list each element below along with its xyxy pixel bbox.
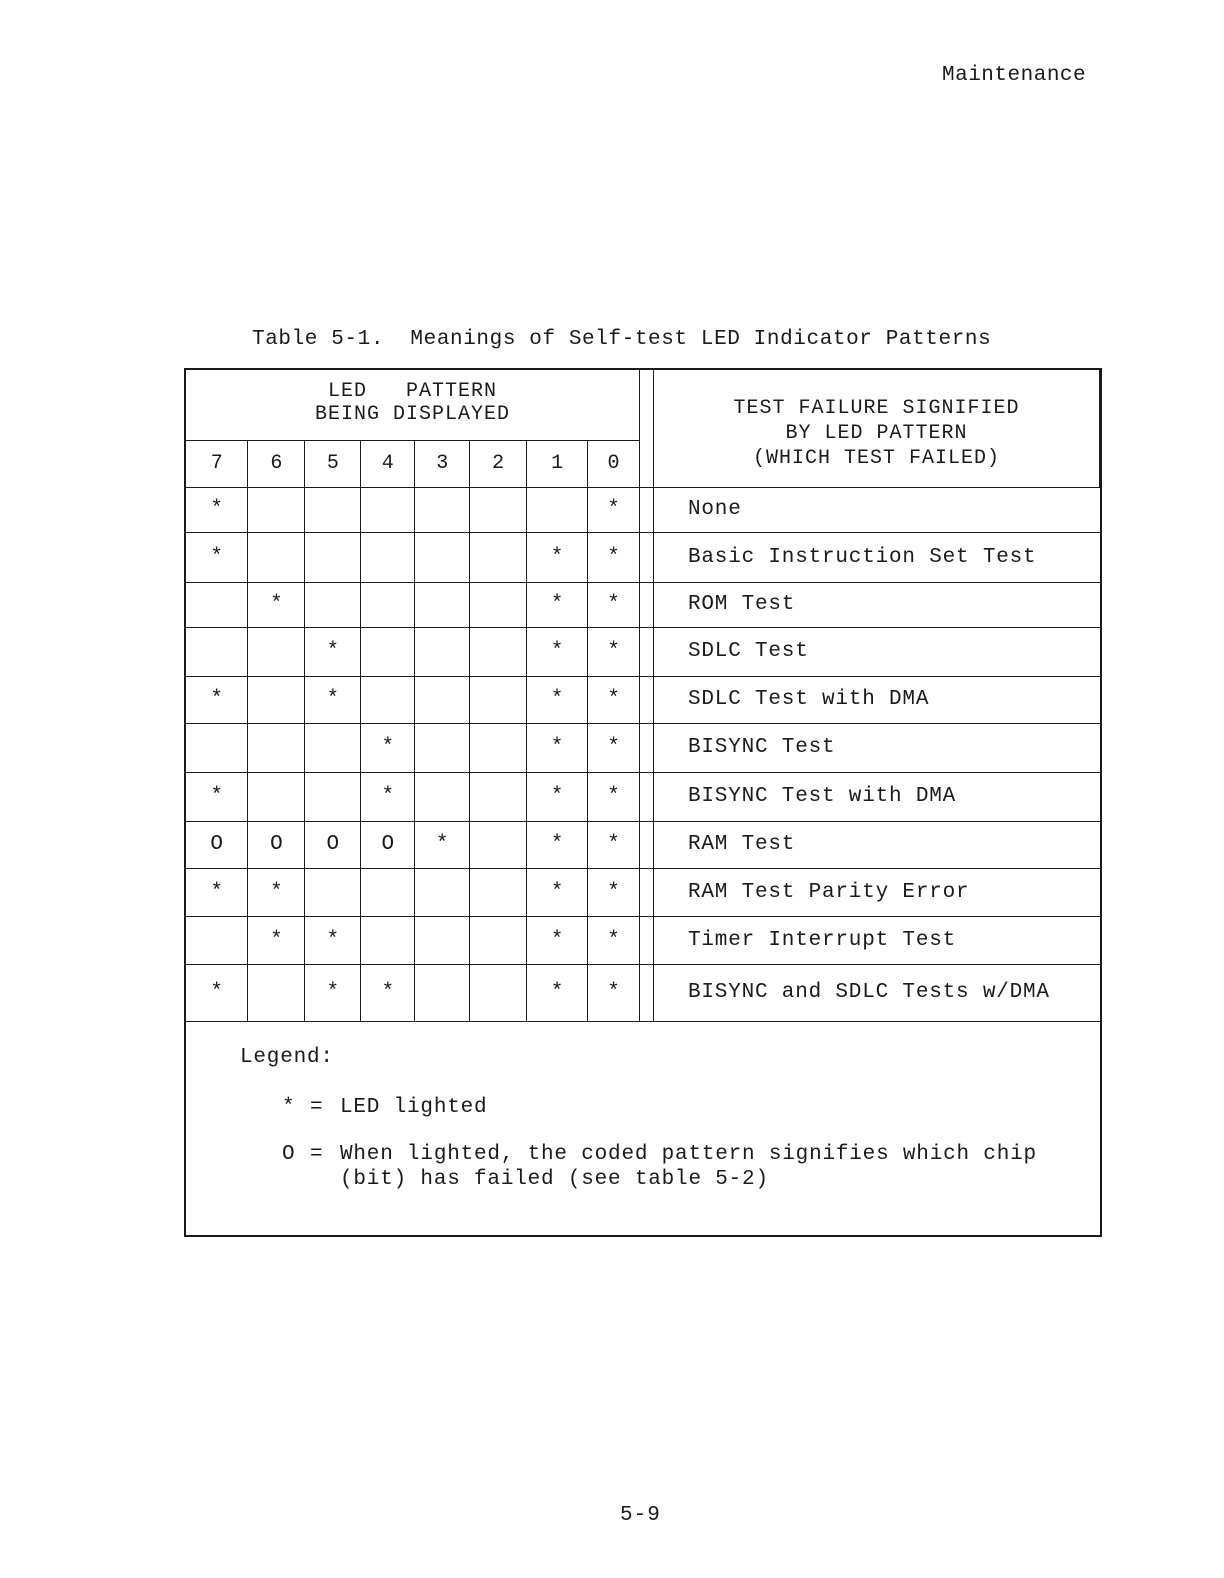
led-cell-bit-6 <box>248 676 305 723</box>
led-cell-bit-1: * <box>527 627 588 676</box>
led-pattern-header-line2: BEING DISPLAYED <box>314 403 511 426</box>
led-cell-bit-4 <box>361 487 415 532</box>
led-cell-bit-2 <box>470 772 527 821</box>
led-cell-bit-3 <box>415 916 470 964</box>
led-cell-bit-7: * <box>186 676 248 723</box>
column-gap <box>640 582 654 627</box>
column-gap <box>640 964 654 1021</box>
led-cell-bit-4 <box>361 532 415 582</box>
running-head: Maintenance <box>942 64 1087 87</box>
legend-equals: = <box>310 1096 324 1119</box>
led-cell-bit-7 <box>186 627 248 676</box>
table-row <box>186 821 1100 868</box>
led-cell-bit-5: * <box>305 916 361 964</box>
bit-header-1: 1 <box>527 440 588 487</box>
column-gap <box>640 532 654 582</box>
led-cell-bit-5 <box>305 532 361 582</box>
test-name-cell: RAM Test Parity Error <box>653 868 1099 916</box>
led-cell-bit-3 <box>415 964 470 1021</box>
led-cell-bit-2 <box>470 723 527 772</box>
led-cell-bit-5 <box>305 723 361 772</box>
table-row <box>186 627 1100 676</box>
table-row <box>186 532 1100 582</box>
column-gap <box>640 370 654 487</box>
bit-header-4: 4 <box>361 440 415 487</box>
led-cell-bit-4 <box>361 916 415 964</box>
column-gap <box>640 627 654 676</box>
led-cell-bit-2 <box>470 676 527 723</box>
led-cell-bit-4: O <box>361 821 415 868</box>
led-cell-bit-7: * <box>186 487 248 532</box>
test-name-cell: BISYNC and SDLC Tests w/DMA <box>653 964 1099 1021</box>
table-row <box>186 964 1100 1021</box>
led-cell-bit-2 <box>470 582 527 627</box>
led-cell-bit-5: * <box>305 964 361 1021</box>
led-cell-bit-3 <box>415 627 470 676</box>
column-gap <box>640 916 654 964</box>
led-cell-bit-5: O <box>305 821 361 868</box>
bit-header-5: 5 <box>305 440 361 487</box>
led-cell-bit-7 <box>186 582 248 627</box>
led-pattern-header <box>186 370 640 440</box>
table-row <box>186 676 1100 723</box>
led-cell-bit-2 <box>470 627 527 676</box>
test-name-cell: RAM Test <box>653 821 1099 868</box>
legend-item-lighted <box>282 1095 1040 1120</box>
led-cell-bit-4: * <box>361 723 415 772</box>
led-cell-bit-4 <box>361 582 415 627</box>
led-cell-bit-3: * <box>415 821 470 868</box>
led-cell-bit-7: O <box>186 821 248 868</box>
column-gap <box>640 868 654 916</box>
led-cell-bit-7: * <box>186 868 248 916</box>
led-cell-bit-5: * <box>305 676 361 723</box>
led-cell-bit-5 <box>305 868 361 916</box>
led-cell-bit-1: * <box>527 868 588 916</box>
test-name-cell: ROM Test <box>653 582 1099 627</box>
legend-text: LED lighted <box>340 1096 488 1119</box>
led-cell-bit-1: * <box>527 532 588 582</box>
test-failure-header-line1: TEST FAILURE SIGNIFIED <box>733 396 1020 420</box>
led-cell-bit-0: * <box>588 868 640 916</box>
table-row <box>186 916 1100 964</box>
led-cell-bit-0: * <box>588 723 640 772</box>
test-failure-header-line3: (WHICH TEST FAILED) <box>752 446 1001 470</box>
led-cell-bit-4 <box>361 676 415 723</box>
led-cell-bit-7 <box>186 916 248 964</box>
column-gap <box>640 487 654 532</box>
led-cell-bit-6: * <box>248 916 305 964</box>
led-cell-bit-3 <box>415 676 470 723</box>
led-cell-bit-6 <box>248 964 305 1021</box>
led-cell-bit-5: * <box>305 627 361 676</box>
led-cell-bit-4: * <box>361 772 415 821</box>
led-cell-bit-1: * <box>527 821 588 868</box>
bit-header-3: 3 <box>415 440 470 487</box>
legend <box>240 1046 1040 1214</box>
led-cell-bit-0: * <box>588 487 640 532</box>
led-cell-bit-6 <box>248 487 305 532</box>
led-cell-bit-6: * <box>248 868 305 916</box>
led-cell-bit-0: * <box>588 676 640 723</box>
led-cell-bit-1: * <box>527 676 588 723</box>
table-row <box>186 723 1100 772</box>
table-row <box>186 772 1100 821</box>
led-cell-bit-0: * <box>588 916 640 964</box>
page-number: 5-9 <box>620 1504 661 1527</box>
test-name-cell: BISYNC Test <box>653 723 1099 772</box>
led-cell-bit-5 <box>305 582 361 627</box>
column-gap <box>640 676 654 723</box>
legend-text: When lighted, the coded pattern signifies which chip (bit) has failed (see table 5-2) <box>340 1143 1037 1191</box>
led-cell-bit-4 <box>361 868 415 916</box>
led-cell-bit-0: * <box>588 772 640 821</box>
led-cell-bit-2 <box>470 868 527 916</box>
led-cell-bit-7: * <box>186 532 248 582</box>
led-cell-bit-3 <box>415 723 470 772</box>
led-cell-bit-3 <box>415 868 470 916</box>
led-cell-bit-6 <box>248 532 305 582</box>
led-cell-bit-6 <box>248 627 305 676</box>
led-pattern-table <box>186 370 1100 1022</box>
table-row <box>186 487 1100 532</box>
test-name-cell: SDLC Test <box>653 627 1099 676</box>
bit-header-7: 7 <box>186 440 248 487</box>
led-cell-bit-2 <box>470 916 527 964</box>
bit-header-2: 2 <box>470 440 527 487</box>
led-cell-bit-0: * <box>588 821 640 868</box>
test-failure-header-line2: BY LED PATTERN <box>785 421 968 445</box>
led-cell-bit-6: O <box>248 821 305 868</box>
bit-header-6: 6 <box>248 440 305 487</box>
led-cell-bit-1: * <box>527 723 588 772</box>
led-cell-bit-2 <box>470 487 527 532</box>
led-cell-bit-3 <box>415 532 470 582</box>
test-name-cell: None <box>653 487 1099 532</box>
led-cell-bit-2 <box>470 532 527 582</box>
test-failure-header <box>653 370 1099 487</box>
header-row-top <box>186 370 1100 440</box>
led-cell-bit-0: * <box>588 627 640 676</box>
table-row <box>186 582 1100 627</box>
led-cell-bit-2 <box>470 821 527 868</box>
column-gap <box>640 821 654 868</box>
column-gap <box>640 772 654 821</box>
led-cell-bit-4: * <box>361 964 415 1021</box>
led-cell-bit-5 <box>305 487 361 532</box>
bit-header-0: 0 <box>588 440 640 487</box>
led-cell-bit-7: * <box>186 964 248 1021</box>
led-cell-bit-6 <box>248 723 305 772</box>
test-name-cell: Basic Instruction Set Test <box>653 532 1099 582</box>
table-caption: Table 5-1. Meanings of Self-test LED Indicator Patterns <box>252 328 992 351</box>
legend-equals: = <box>310 1143 324 1166</box>
led-cell-bit-6 <box>248 772 305 821</box>
column-gap <box>640 723 654 772</box>
led-cell-bit-1: * <box>527 772 588 821</box>
test-name-cell: Timer Interrupt Test <box>653 916 1099 964</box>
led-cell-bit-0: * <box>588 582 640 627</box>
table-row <box>186 868 1100 916</box>
legend-symbol: * <box>282 1096 296 1119</box>
led-cell-bit-2 <box>470 964 527 1021</box>
led-cell-bit-1: * <box>527 916 588 964</box>
led-cell-bit-3 <box>415 487 470 532</box>
led-cell-bit-0: * <box>588 964 640 1021</box>
led-cell-bit-3 <box>415 582 470 627</box>
legend-title: Legend: <box>240 1046 334 1069</box>
test-name-cell: BISYNC Test with DMA <box>653 772 1099 821</box>
led-cell-bit-6: * <box>248 582 305 627</box>
led-cell-bit-3 <box>415 772 470 821</box>
led-cell-bit-0: * <box>588 532 640 582</box>
led-cell-bit-7 <box>186 723 248 772</box>
legend-symbol: O <box>282 1143 296 1166</box>
led-cell-bit-4 <box>361 627 415 676</box>
led-pattern-header-line1: LED PATTERN <box>327 380 498 403</box>
table-frame <box>184 368 1102 1237</box>
led-cell-bit-1: * <box>527 582 588 627</box>
test-name-cell: SDLC Test with DMA <box>653 676 1099 723</box>
led-cell-bit-7: * <box>186 772 248 821</box>
legend-item-coded <box>282 1142 1040 1192</box>
led-cell-bit-5 <box>305 772 361 821</box>
led-cell-bit-1: * <box>527 964 588 1021</box>
led-cell-bit-1 <box>527 487 588 532</box>
